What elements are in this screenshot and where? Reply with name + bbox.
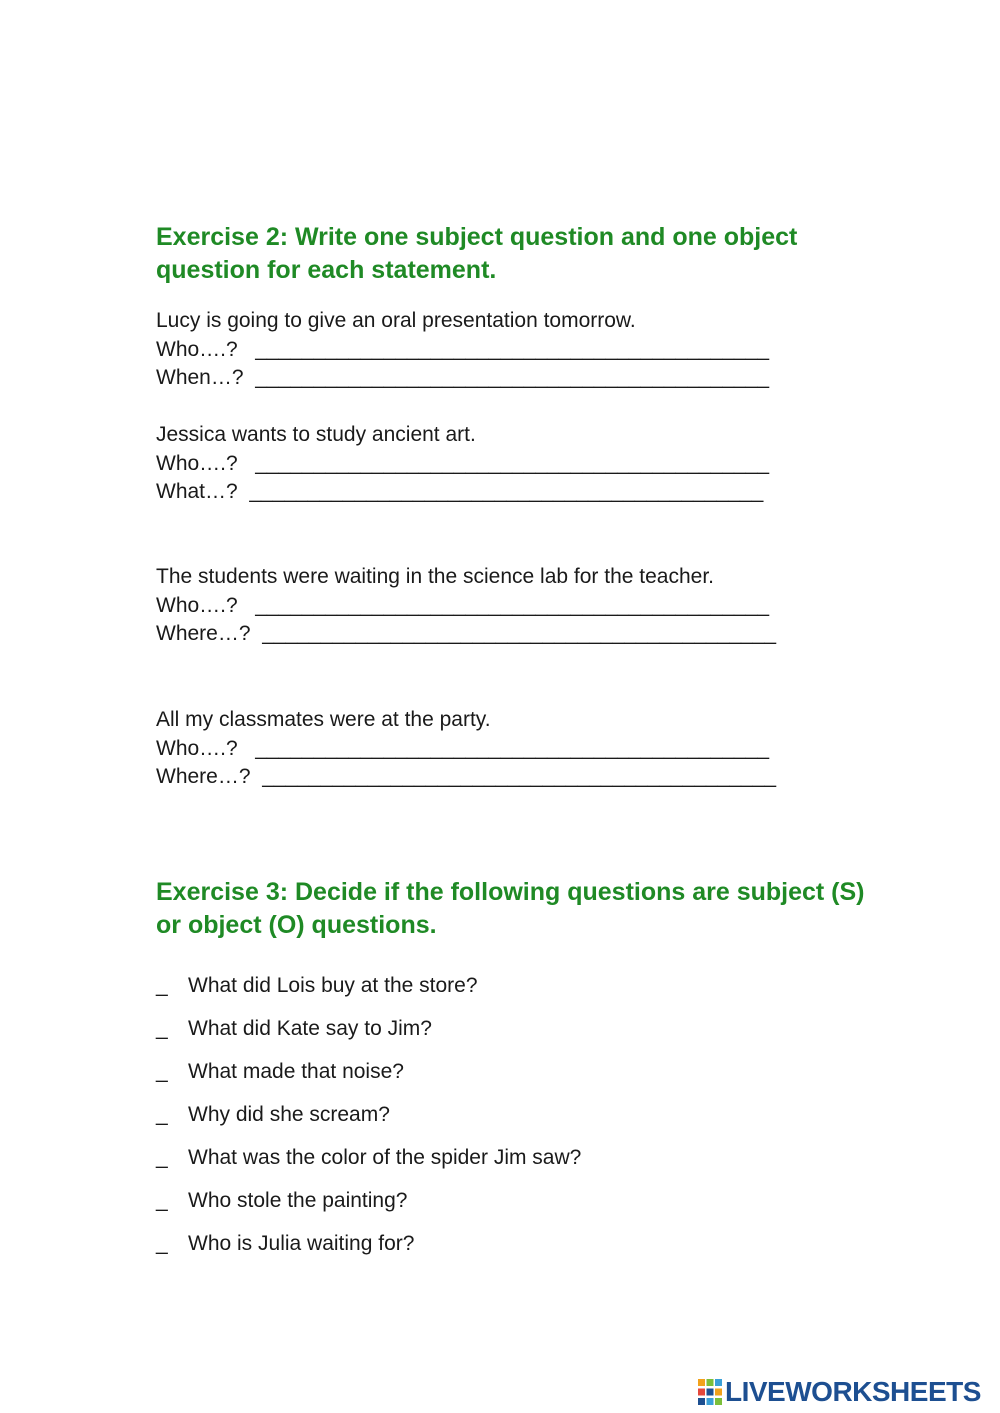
question-item [156, 1100, 581, 1143]
statement-text: Jessica wants to study ancient art. [156, 423, 476, 446]
question-text: Who is Julia waiting for? [188, 1232, 415, 1255]
answer-line-who[interactable]: Who….? ____________________________________________ [156, 736, 770, 760]
answer-line-what[interactable]: What…? ____________________________________________ [156, 480, 764, 503]
answer-line-where[interactable]: Where…? ____________________________________________ [156, 622, 777, 645]
answer-blank[interactable]: _ [156, 1060, 168, 1083]
answer-line-who[interactable]: Who….? ____________________________________________ [156, 593, 770, 617]
logo-text: LIVEWORKSHEETS [725, 1376, 981, 1407]
statement-text: All my classmates were at the party. [156, 708, 491, 731]
question-text: Who stole the painting? [188, 1189, 408, 1212]
exercise-2-item-3 [156, 563, 776, 649]
liveworksheets-logo [698, 1377, 981, 1407]
answer-blank[interactable]: _ [156, 1232, 168, 1255]
exercise-2-item-2 [156, 421, 769, 507]
answer-line-where[interactable]: Where…? ____________________________________________ [156, 765, 777, 788]
exercise-2-title: Exercise 2: Write one subject question and one object question for each statement. [156, 223, 798, 284]
exercise-3-question-list [156, 971, 581, 1272]
question-item [156, 1229, 581, 1272]
question-item [156, 1143, 581, 1186]
question-text: What did Lois buy at the store? [188, 974, 478, 997]
exercise-2-item-1 [156, 307, 769, 393]
answer-line-who[interactable]: Who….? ____________________________________________ [156, 451, 770, 475]
answer-line-who[interactable]: Who….? ____________________________________________ [156, 337, 770, 361]
statement-text: Lucy is going to give an oral presentation tomorrow. [156, 309, 636, 332]
answer-blank[interactable]: _ [156, 1146, 168, 1169]
question-text: What was the color of the spider Jim saw? [188, 1146, 582, 1169]
answer-blank[interactable]: _ [156, 1189, 168, 1212]
answer-blank[interactable]: _ [156, 974, 168, 997]
exercise-3-title: Exercise 3: Decide if the following questions are subject (S) or object (O) questions. [156, 878, 865, 939]
question-item [156, 1014, 581, 1057]
question-item [156, 1057, 581, 1100]
exercise-2-item-4 [156, 706, 776, 792]
liveworksheets-logo-icon [698, 1379, 722, 1405]
question-text: Why did she scream? [188, 1103, 390, 1126]
question-item [156, 1186, 581, 1229]
question-item [156, 971, 581, 1014]
question-text: What made that noise? [188, 1060, 404, 1083]
answer-blank[interactable]: _ [156, 1103, 168, 1126]
question-text: What did Kate say to Jim? [188, 1017, 432, 1040]
answer-line-when[interactable]: When…? ____________________________________________ [156, 366, 770, 389]
answer-blank[interactable]: _ [156, 1017, 168, 1040]
statement-text: The students were waiting in the science lab for the teacher. [156, 565, 714, 588]
